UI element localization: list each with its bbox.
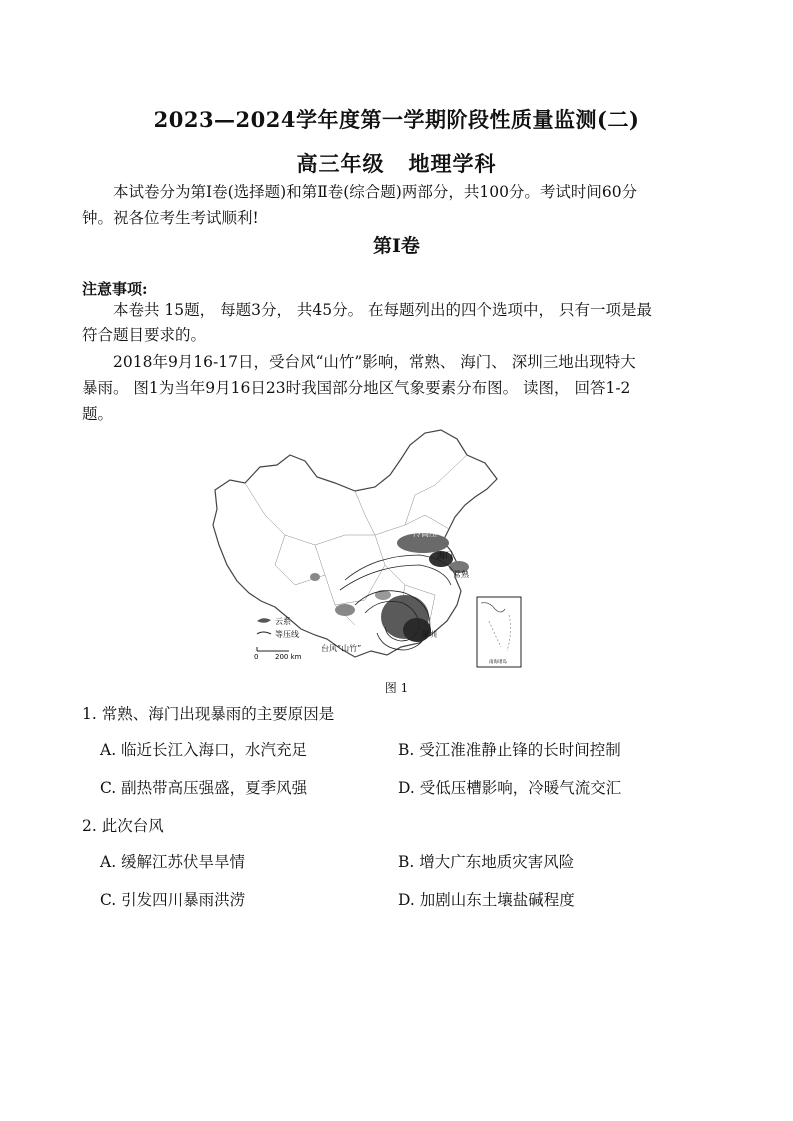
intro-line-2: 钟。祝各位考生考试顺利! — [82, 209, 259, 227]
notice-line-1: 本卷共 15题， 每题3分， 共45分。 在每题列出的四个选项中， 只有一项是最 — [113, 301, 652, 319]
volume-title: 第Ⅰ卷 — [373, 235, 420, 257]
legend-cloud-label: 云系 — [275, 617, 291, 626]
question-1-option-d[interactable]: D. 受低压槽影响，冷暖气流交汇 — [398, 779, 622, 797]
notice-heading: 注意事项: — [82, 280, 148, 298]
weather-map-figure — [205, 425, 525, 675]
question-1-stem: 1. 常熟、海门出现暴雨的主要原因是 — [82, 705, 335, 723]
scale-zero: 0 — [254, 653, 259, 661]
map-label-haimen: 海门 — [437, 551, 453, 560]
question-2-option-d[interactable]: D. 加剧山东土壤盐碱程度 — [398, 891, 575, 909]
legend-isobar-swatch — [257, 632, 271, 634]
map-label-typhoon: 台风“山竹” — [321, 644, 362, 653]
context-line-1: 2018年9月16-17日，受台风“山竹”影响，常熟、 海门、 深圳三地出现特大 — [113, 353, 636, 371]
context-line-3: 题。 — [82, 405, 114, 423]
question-2-option-a[interactable]: A. 缓解江苏伏旱旱情 — [100, 853, 246, 871]
question-2-option-c[interactable]: C. 引发四川暴雨洪涝 — [100, 891, 246, 909]
exam-subtitle — [0, 148, 793, 178]
notice-line-2: 符合题目要求的。 — [82, 326, 207, 344]
scale-distance: 200 km — [275, 653, 302, 661]
question-1-option-b[interactable]: B. 受江淮准静止锋的长时间控制 — [398, 741, 621, 759]
context-line-2: 暴雨。 图1为当年9月16日23时我国部分地区气象要素分布图。 读图， 回答1-2 — [82, 379, 631, 397]
question-2-option-b[interactable]: B. 增大广东地质灾害风险 — [398, 853, 575, 871]
map-label-shenzhen: 深圳 — [421, 630, 437, 639]
exam-title: 2023—2024学年度第一学期阶段性质量监测(二) — [153, 107, 640, 132]
legend-isobar-label: 等压线 — [275, 630, 299, 639]
legend-cloud-swatch — [257, 618, 271, 623]
inset-label: 南海诸岛 — [489, 660, 507, 665]
map-label-changshu: 常熟 — [453, 570, 469, 579]
question-2-stem: 2. 此次台风 — [82, 817, 164, 835]
grade-label: 高三年级 — [296, 151, 385, 176]
china-outline — [213, 430, 497, 657]
south-china-sea-inset — [477, 597, 521, 667]
map-label-front: 冷高压 — [413, 529, 437, 538]
intro-line-1: 本试卷分为第Ⅰ卷(选择题)和第Ⅱ卷(综合题)两部分，共100分。考试时间60分 — [113, 183, 638, 201]
figure-caption: 图 1 — [384, 681, 409, 695]
question-1-option-c[interactable]: C. 副热带高压强盛，夏季风强 — [100, 779, 308, 797]
question-1-option-a[interactable]: A. 临近长江入海口，水汽充足 — [100, 741, 308, 759]
subject-label: 地理学科 — [408, 151, 497, 176]
